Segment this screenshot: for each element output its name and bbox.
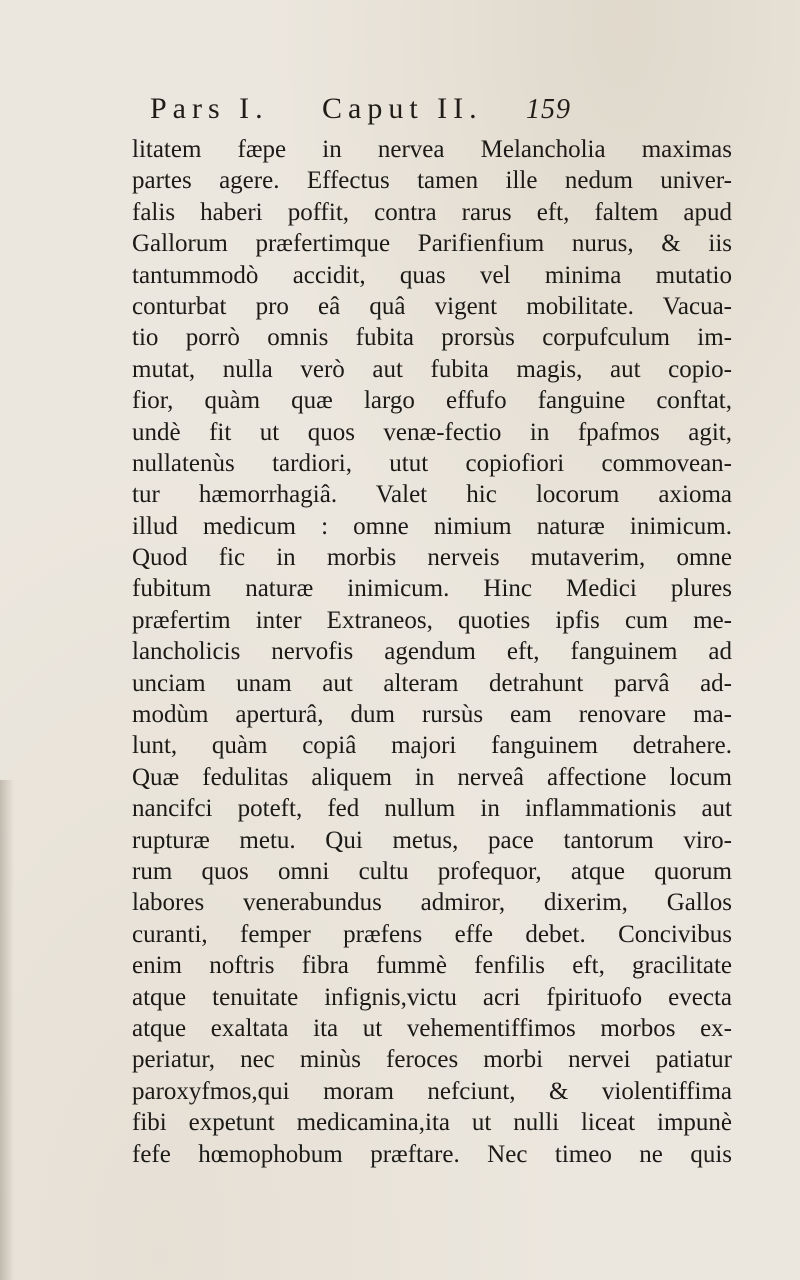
text-line: nancifci poteft, fed nullum in inflammationis aut xyxy=(132,795,732,823)
text-line: labores venerabundus admiror, dixerim, Gallos xyxy=(132,889,732,917)
text-line: paroxyfmos,qui moram nefciunt, & violentiffima xyxy=(132,1077,732,1105)
text-line: unciam unam aut alteram detrahunt parvâ ad- xyxy=(132,669,732,697)
text-line: nullatenùs tardiori, utut copiofiori commovean- xyxy=(132,449,732,477)
text-line: præfertim inter Extraneos, quoties ipfis cum me- xyxy=(132,606,732,634)
text-line: fibi expetunt medicamina,ita ut nulli liceat impunè xyxy=(132,1109,732,1137)
body-text xyxy=(132,134,732,1170)
text-line: falis haberi poffit, contra rarus eft, faltem apud xyxy=(132,198,732,226)
text-line: atque exaltata ita ut vehementiffimos morbos ex- xyxy=(132,1014,732,1042)
text-line: Quod fic in morbis nerveis mutaverim, omne xyxy=(132,544,732,572)
text-line: enim noftris fibra fummè fenfilis eft, gracilitate xyxy=(132,952,732,980)
text-line: undè fit ut quos venæ-fectio in fpafmos agit, xyxy=(132,418,732,446)
text-line: periatur, nec minùs feroces morbi nervei patiatur xyxy=(132,1046,732,1074)
text-line: tur hæmorrhagiâ. Valet hic locorum axioma xyxy=(132,481,732,509)
page-number: 159 xyxy=(526,94,571,125)
text-line: fefe hœmophobum præftare. Nec timeo ne quis xyxy=(132,1140,732,1168)
text-line: fubitum naturæ inimicum. Hinc Medici plures xyxy=(132,575,732,603)
header-chapter: Caput II. xyxy=(322,92,483,125)
text-line: lunt, quàm copiâ majori fanguinem detrahere. xyxy=(132,732,732,760)
text-line: fior, quàm quæ largo effufo fanguine conftat, xyxy=(132,387,732,415)
header-part: Pars I. xyxy=(150,92,269,125)
text-line: rupturæ metu. Qui metus, pace tantorum viro- xyxy=(132,826,732,854)
text-line: tio porrò omnis fubita prorsùs corpufculum im- xyxy=(132,324,732,352)
text-line: modùm aperturâ, dum rursùs eam renovare ma- xyxy=(132,701,732,729)
text-line: rum quos omni cultu profequor, atque quorum xyxy=(132,857,732,885)
text-line: illud medicum : omne nimium naturæ inimicum. xyxy=(132,512,732,540)
page-gutter-shadow xyxy=(0,780,14,1280)
text-line: partes agere. Effectus tamen ille nedum univer- xyxy=(132,167,732,195)
text-line: litatem fæpe in nervea Melancholia maximas xyxy=(132,136,732,163)
text-line: mutat, nulla verò aut fubita magis, aut copio- xyxy=(132,355,732,383)
text-line: atque tenuitate infignis,victu acri fpirituofo evecta xyxy=(132,983,732,1011)
text-line: Gallorum præfertimque Parifienfium nurus, & iis xyxy=(132,230,732,258)
text-line: curanti, femper præfens effe debet. Concivibus xyxy=(132,920,732,948)
text-line: conturbat pro eâ quâ vigent mobilitate. Vacua- xyxy=(132,292,732,320)
text-line: lancholicis nervofis agendum eft, fanguinem ad xyxy=(132,638,732,666)
running-header xyxy=(150,92,700,132)
text-line: Quæ fedulitas aliquem in nerveâ affectione locum xyxy=(132,763,732,791)
text-line: tantummodò accidit, quas vel minima mutatio xyxy=(132,261,732,289)
